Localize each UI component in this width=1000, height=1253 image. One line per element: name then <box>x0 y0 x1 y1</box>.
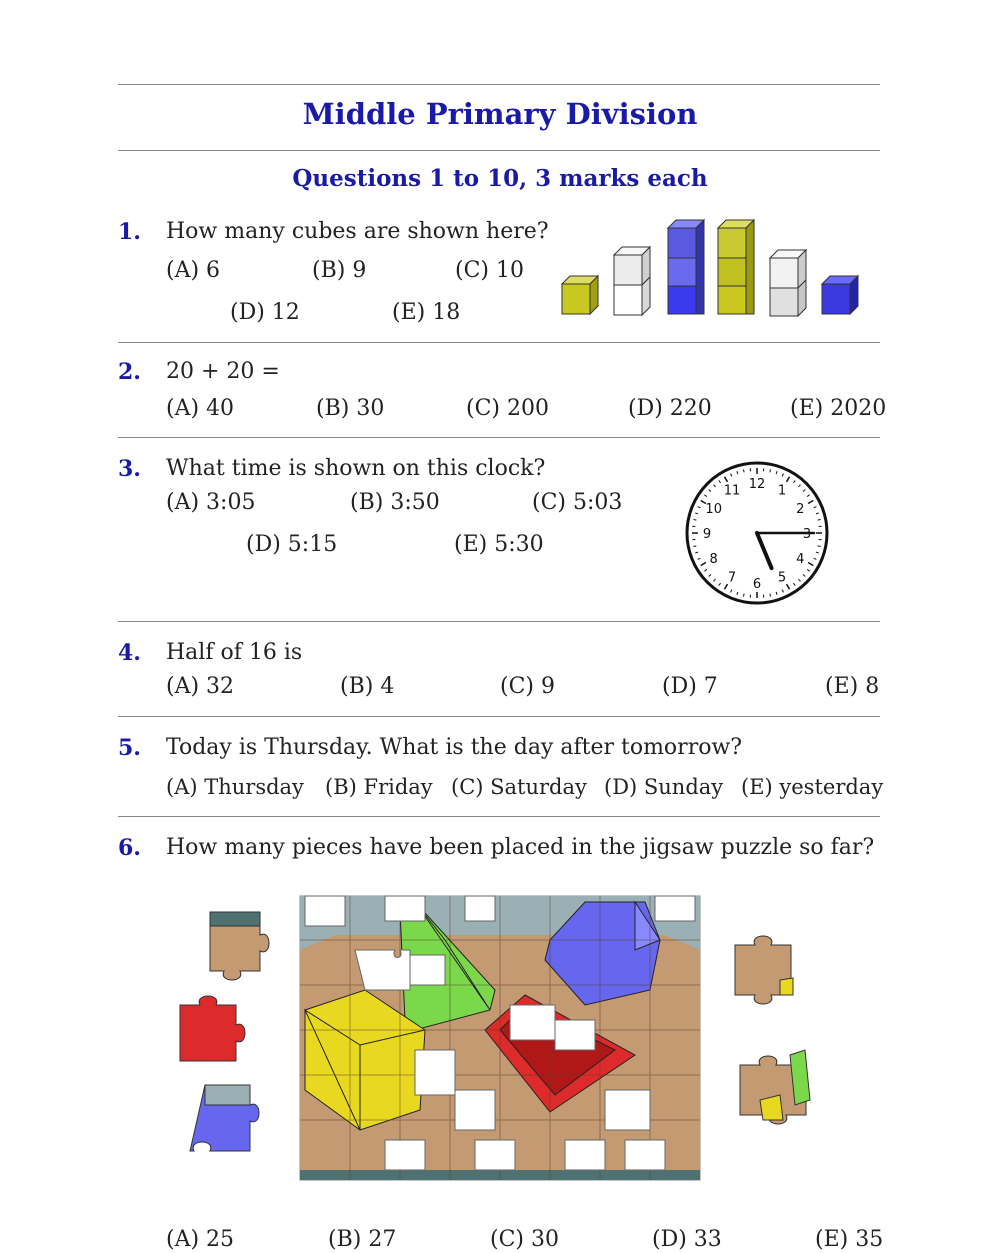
jigsaw-puzzle-figure <box>165 880 875 1190</box>
question-1-option-c[interactable]: (C) 10 <box>455 258 524 283</box>
question-2-option-d[interactable]: (D) 220 <box>628 396 712 421</box>
clock-numeral: 11 <box>723 483 741 499</box>
question-6-option-b[interactable]: (B) 27 <box>328 1227 397 1252</box>
question-6-text: How many pieces have been placed in the jigsaw puzzle so far? <box>166 835 875 860</box>
clock-numeral: 5 <box>777 570 787 586</box>
question-4-text: Half of 16 is <box>166 640 303 665</box>
question-4-option-b[interactable]: (B) 4 <box>340 674 395 699</box>
question-1-option-a[interactable]: (A) 6 <box>166 258 221 283</box>
clock-numeral: 12 <box>748 477 766 492</box>
question-3-option-d[interactable]: (D) 5:15 <box>246 532 338 557</box>
question-5-text: Today is Thursday. What is the day after tomorrow? <box>166 735 743 760</box>
loose-piece-right-top <box>735 936 793 1004</box>
question-4-option-d[interactable]: (D) 7 <box>662 674 718 699</box>
question-3-option-b[interactable]: (B) 3:50 <box>350 490 440 515</box>
question-2-text: 20 + 20 = <box>166 359 280 384</box>
clock-numeral: 2 <box>796 502 805 517</box>
page-title: Middle Primary Division <box>302 97 698 131</box>
loose-piece-red <box>180 996 245 1061</box>
question-6-option-d[interactable]: (D) 33 <box>652 1227 722 1252</box>
loose-piece-right-bottom <box>740 1050 810 1124</box>
question-3-option-a[interactable]: (A) 3:05 <box>166 490 256 515</box>
clock-figure <box>682 458 832 608</box>
clock-tick <box>770 469 771 472</box>
q3-rule <box>118 621 880 622</box>
q5-rule <box>118 816 880 817</box>
question-4-option-c[interactable]: (C) 9 <box>500 674 555 699</box>
q1-rule <box>118 342 880 343</box>
clock-numeral: 8 <box>709 552 718 567</box>
question-3-text: What time is shown on this clock? <box>166 456 546 481</box>
clock-tick <box>743 594 744 597</box>
cube-white-stack <box>614 247 650 315</box>
title-rule <box>118 150 880 151</box>
clock-tick <box>818 519 821 520</box>
question-3-option-c[interactable]: (C) 5:03 <box>532 490 623 515</box>
question-5-option-e[interactable]: (E) yesterday <box>741 775 884 799</box>
question-5-number: 5. <box>118 735 141 761</box>
question-2-option-c[interactable]: (C) 200 <box>466 396 549 421</box>
clock-numeral: 10 <box>705 502 722 517</box>
question-4-number: 4. <box>118 640 141 666</box>
question-6-number: 6. <box>118 835 141 861</box>
clock-numeral: 3 <box>802 527 812 542</box>
question-2-option-a[interactable]: (A) 40 <box>166 396 235 421</box>
clock-tick <box>770 594 771 597</box>
question-4-option-e[interactable]: (E) 8 <box>825 674 880 699</box>
question-6-option-a[interactable]: (A) 25 <box>166 1227 235 1252</box>
cube-yellow-stack <box>718 220 754 314</box>
q4-rule <box>118 716 880 717</box>
question-6-option-e[interactable]: (E) 35 <box>815 1227 884 1252</box>
question-6-option-c[interactable]: (C) 30 <box>490 1227 559 1252</box>
clock-numeral: 9 <box>702 527 712 542</box>
cube-blue <box>822 276 858 314</box>
question-2-option-b[interactable]: (B) 30 <box>316 396 385 421</box>
question-1-text: How many cubes are shown here? <box>166 219 549 244</box>
section-subtitle: Questions 1 to 10, 3 marks each <box>292 165 708 192</box>
question-1-option-e[interactable]: (E) 18 <box>392 300 461 325</box>
cube-white-stack-2 <box>770 250 806 316</box>
question-5-option-d[interactable]: (D) Sunday <box>604 775 724 799</box>
question-3-option-e[interactable]: (E) 5:30 <box>454 532 544 557</box>
clock-tick <box>818 546 821 547</box>
clock-numeral: 4 <box>796 552 805 567</box>
cube-yellow <box>562 276 598 314</box>
loose-piece-blue-grey <box>190 1085 259 1151</box>
question-2-option-e[interactable]: (E) 2020 <box>790 396 887 421</box>
question-1-option-d[interactable]: (D) 12 <box>230 300 300 325</box>
question-5-option-c[interactable]: (C) Saturday <box>451 775 587 799</box>
question-5-option-b[interactable]: (B) Friday <box>325 775 433 799</box>
top-rule <box>118 84 880 85</box>
clock-tick <box>693 519 696 520</box>
clock-numeral: 1 <box>777 483 787 499</box>
question-1-option-b[interactable]: (B) 9 <box>312 258 367 283</box>
clock-tick <box>693 546 696 547</box>
question-5-option-a[interactable]: (A) Thursday <box>166 775 304 799</box>
question-3-number: 3. <box>118 456 141 482</box>
clock-numeral: 6 <box>752 577 762 592</box>
cube-blue-stack <box>668 220 704 314</box>
loose-piece-top-left <box>210 912 269 980</box>
cubes-figure <box>550 218 870 328</box>
question-1-number: 1. <box>118 219 141 245</box>
clock-tick <box>743 469 744 472</box>
clock-numeral: 7 <box>727 570 737 586</box>
q2-rule <box>118 437 880 438</box>
puzzle-board <box>300 896 700 1180</box>
question-4-option-a[interactable]: (A) 32 <box>166 674 235 699</box>
question-2-number: 2. <box>118 359 141 385</box>
